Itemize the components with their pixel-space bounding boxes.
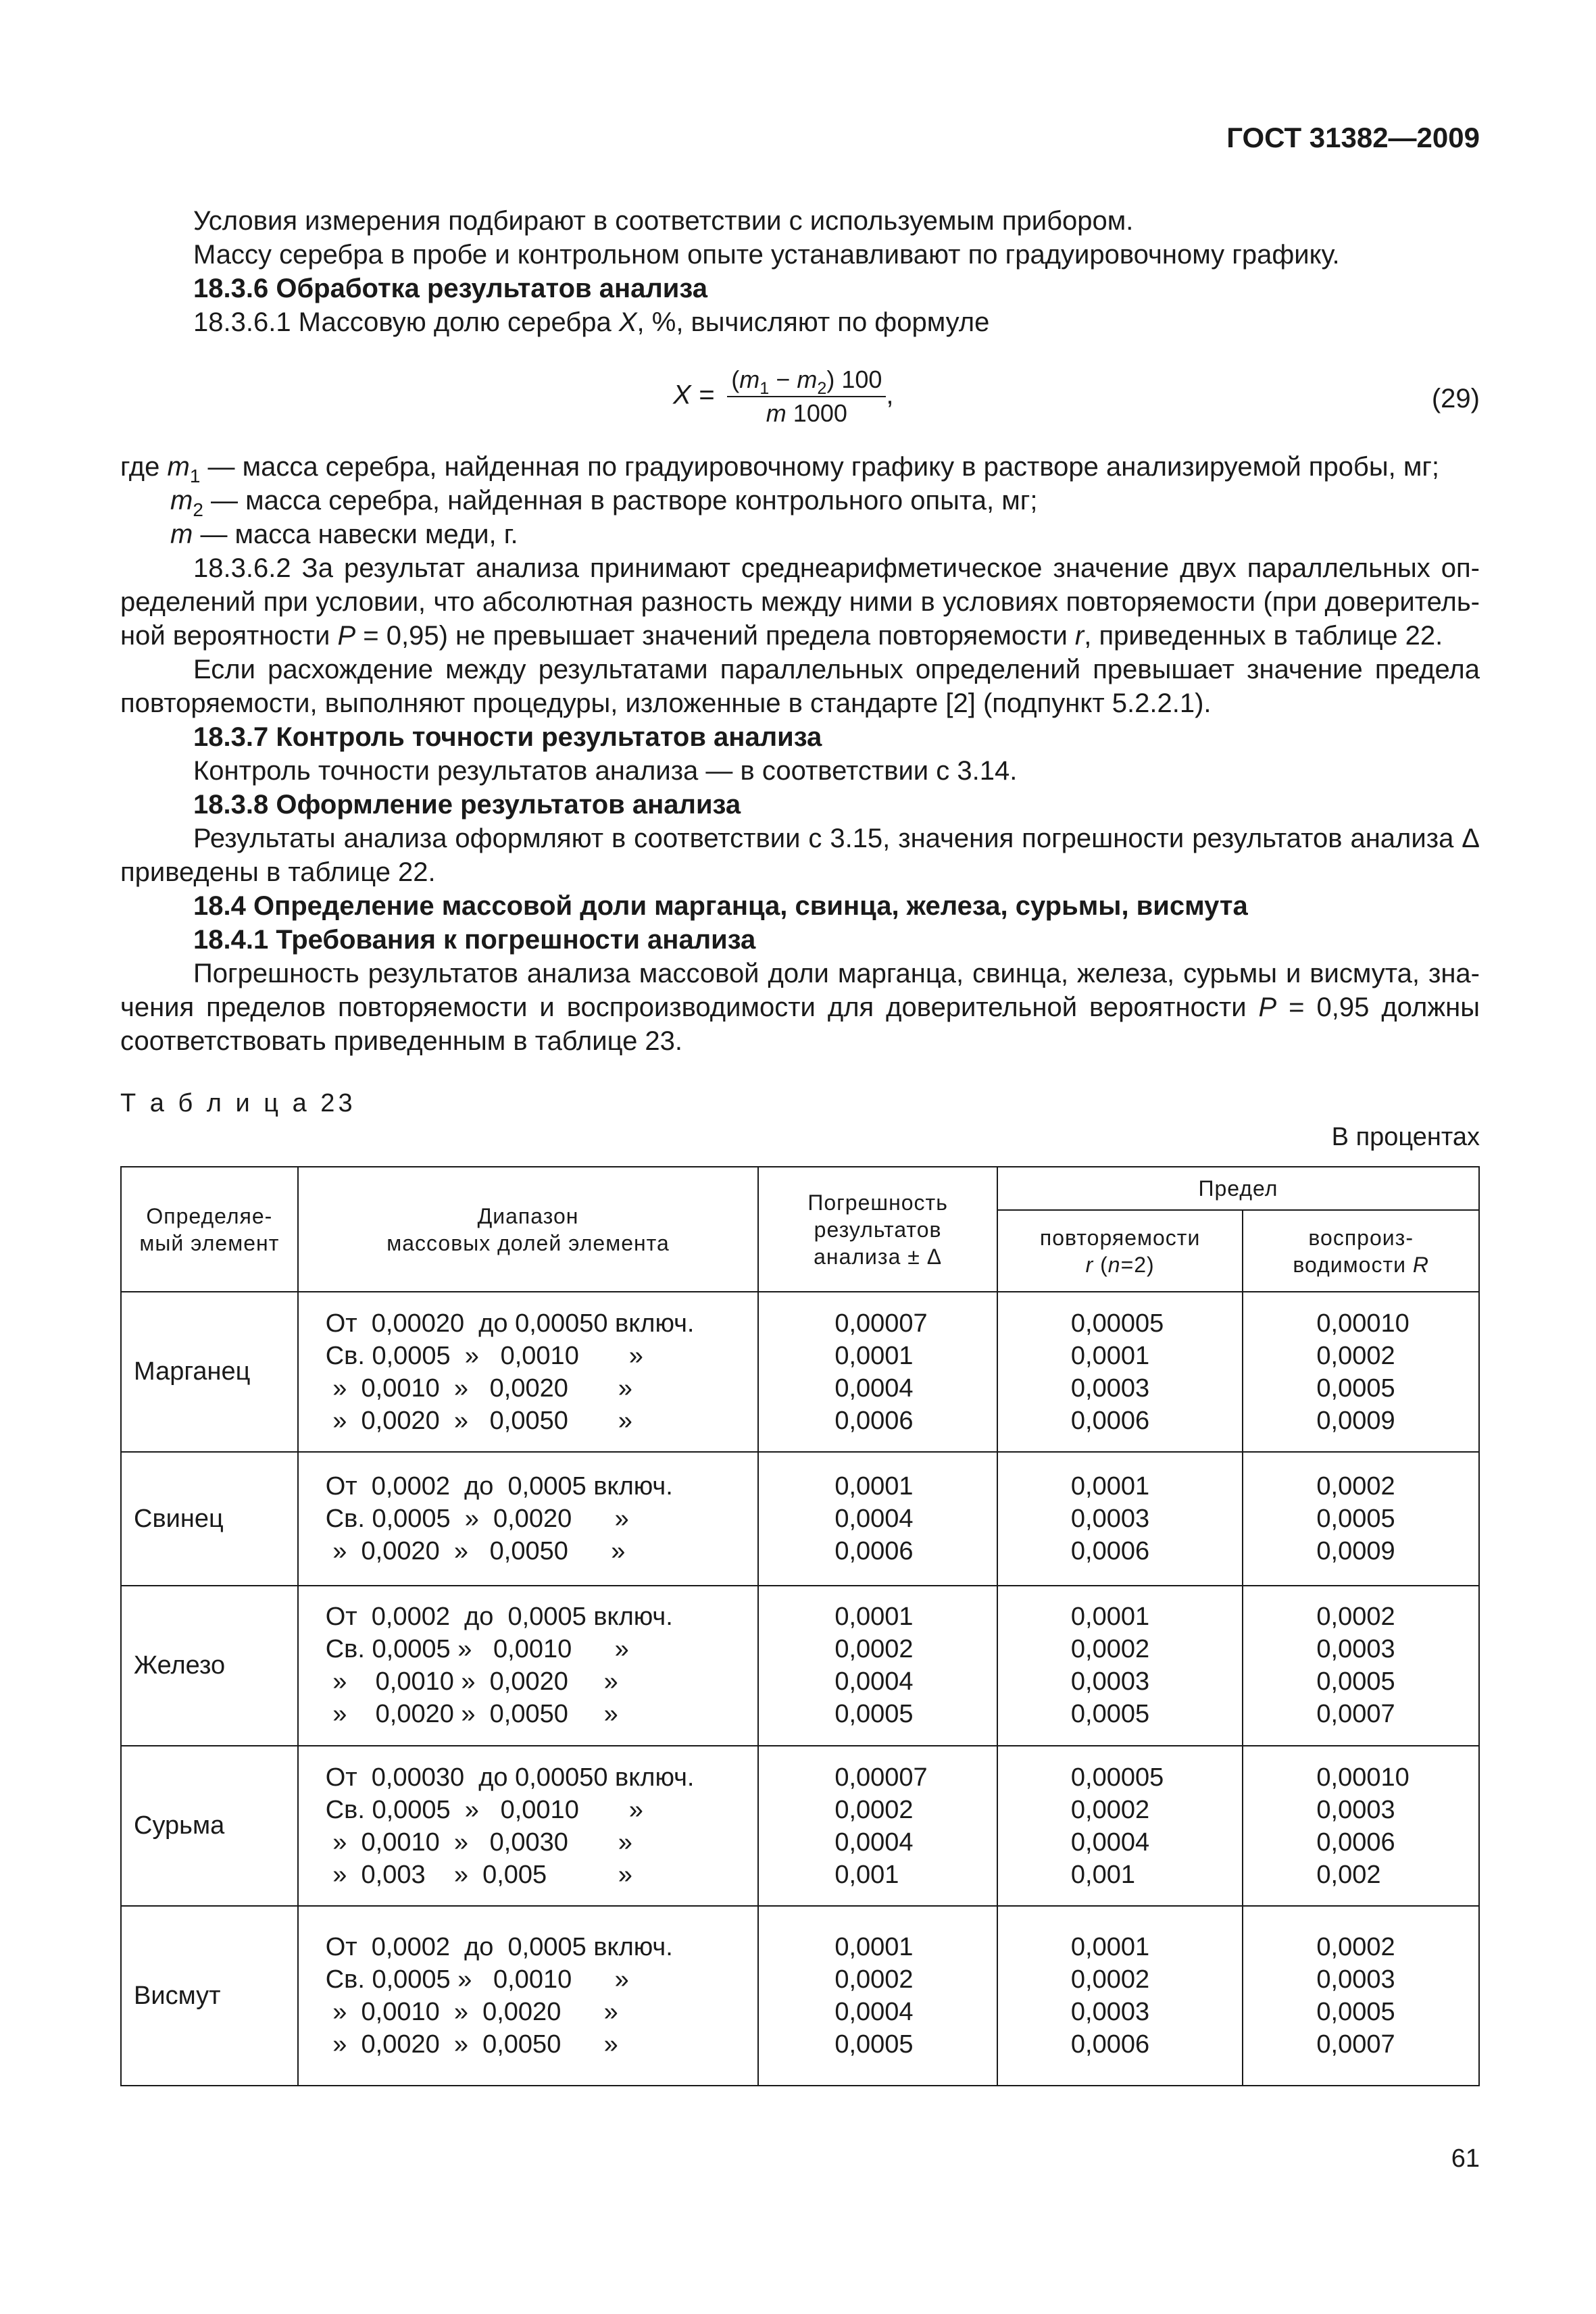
cell-range xyxy=(298,1906,759,2086)
cell-line: 0,0002 xyxy=(1316,1603,1395,1632)
cell-line: 0,0005 xyxy=(1316,1667,1395,1696)
cell-line: 0,0003 xyxy=(1070,1998,1150,2027)
cell-element: Железо xyxy=(121,1586,298,1746)
cell-line: 0,0002 xyxy=(1070,1965,1150,1994)
cell-line: 0,0005 xyxy=(1070,1700,1150,1729)
header-repeatability: повторяемости r (n=2) xyxy=(997,1210,1243,1292)
cell-repeatability xyxy=(997,1746,1243,1906)
document-header: ГОСТ 31382—2009 xyxy=(1226,122,1480,153)
cell-reproducibility xyxy=(1243,1906,1479,2086)
cell-repeatability xyxy=(997,1452,1243,1585)
cell-delta xyxy=(758,1292,997,1452)
table-row xyxy=(121,1586,1479,1746)
cell-line: » 0,0010 » 0,0020 » xyxy=(325,1374,632,1403)
section-heading: 18.3.6 Обработка результатов анализа xyxy=(193,274,707,303)
cell-line: От 0,0002 до 0,0005 включ. xyxy=(325,1472,673,1501)
cell-line: 0,0002 xyxy=(834,1965,914,1994)
cell-line: » 0,0010 » 0,0020 » xyxy=(325,1667,618,1696)
table-row xyxy=(121,1746,1479,1906)
cell-line: 0,0007 xyxy=(1316,1700,1395,1729)
cell-line: 0,0004 xyxy=(834,1998,914,2027)
cell-line: 0,0003 xyxy=(1070,1505,1150,1534)
cell-line: » 0,0020 » 0,0050 » xyxy=(325,1700,618,1729)
cell-line: 0,0001 xyxy=(834,1933,914,1962)
cell-reproducibility xyxy=(1243,1292,1479,1452)
cell-repeatability xyxy=(997,1292,1243,1452)
paragraph: чения пределов повторяемости и воспроизводимости для доверительной вероятности P = 0,95 должны xyxy=(120,992,1480,1022)
cell-delta xyxy=(758,1906,997,2086)
cell-element: Марганец xyxy=(121,1292,298,1452)
cell-line: Св. 0,0005 » 0,0010 » xyxy=(325,1635,629,1664)
cell-line: » 0,0020 » 0,0050 » xyxy=(325,2030,618,2059)
paragraph: Если расхождение между результатами параллельных определений превышает значение предела xyxy=(193,655,1480,684)
cell-element: Висмут xyxy=(121,1906,298,2086)
header-limit: Предел xyxy=(997,1167,1479,1210)
cell-line: Св. 0,0005 » 0,0020 » xyxy=(325,1505,629,1534)
cell-line: 0,0003 xyxy=(1316,1795,1395,1824)
cell-line: 0,0003 xyxy=(1070,1667,1150,1696)
cell-line: 0,0001 xyxy=(834,1341,914,1370)
header-range: Диапазон массовых долей элемента xyxy=(298,1167,759,1292)
cell-line: 0,0006 xyxy=(1316,1828,1395,1857)
cell-line: 0,0005 xyxy=(1316,1998,1395,2027)
cell-line: 0,0004 xyxy=(834,1505,914,1534)
cell-line: 0,0001 xyxy=(1070,1933,1150,1962)
cell-line: 0,0001 xyxy=(834,1472,914,1501)
cell-line: От 0,00030 до 0,00050 включ. xyxy=(325,1763,695,1792)
cell-element: Сурьма xyxy=(121,1746,298,1906)
cell-line: 0,00010 xyxy=(1316,1763,1410,1792)
table-header-row xyxy=(121,1167,1479,1210)
cell-reproducibility xyxy=(1243,1746,1479,1906)
table-row xyxy=(121,1906,1479,2086)
data-table xyxy=(120,1166,1480,2086)
cell-line: 0,002 xyxy=(1316,1860,1381,1889)
cell-line: » 0,0010 » 0,0020 » xyxy=(325,1998,618,2027)
cell-line: Св. 0,0005 » 0,0010 » xyxy=(325,1795,643,1824)
cell-line: 0,00005 xyxy=(1070,1763,1164,1792)
cell-line: 0,0006 xyxy=(1070,1537,1150,1566)
cell-line: 0,0006 xyxy=(1070,2030,1150,2059)
cell-line: 0,0002 xyxy=(1316,1341,1395,1370)
cell-line: 0,0003 xyxy=(1316,1635,1395,1664)
cell-line: 0,00010 xyxy=(1316,1309,1410,1338)
cell-line: 0,0004 xyxy=(834,1828,914,1857)
cell-line: 0,00007 xyxy=(834,1309,928,1338)
cell-line: Св. 0,0005 » 0,0010 » xyxy=(325,1341,643,1370)
cell-line: 0,001 xyxy=(834,1860,899,1889)
cell-line: 0,00005 xyxy=(1070,1309,1164,1338)
cell-line: » 0,0010 » 0,0030 » xyxy=(325,1828,632,1857)
paragraph: Массу серебра в пробе и контрольном опыте устанавливают по градуировочному графику. xyxy=(193,240,1340,270)
cell-line: 0,0002 xyxy=(1316,1472,1395,1501)
cell-line: От 0,00020 до 0,00050 включ. xyxy=(325,1309,695,1338)
paragraph: Результаты анализа оформляют в соответствии с 3.15, значения погрешности результатов анализа Δ xyxy=(193,824,1480,853)
cell-line: 0,0002 xyxy=(1316,1933,1395,1962)
cell-line: 0,0001 xyxy=(1070,1472,1150,1501)
cell-line: 0,0005 xyxy=(1316,1374,1395,1403)
cell-repeatability xyxy=(997,1586,1243,1746)
cell-line: 0,0007 xyxy=(1316,2030,1395,2059)
cell-line: 0,0004 xyxy=(1070,1828,1150,1857)
header-element: Определяе- мый элемент xyxy=(121,1167,298,1292)
cell-range xyxy=(298,1586,759,1746)
cell-delta xyxy=(758,1586,997,1746)
cell-line: 0,0001 xyxy=(1070,1603,1150,1632)
cell-line: 0,0006 xyxy=(834,1406,914,1435)
cell-line: 0,0002 xyxy=(1070,1795,1150,1824)
cell-line: 0,0003 xyxy=(1070,1374,1150,1403)
cell-line: 0,001 xyxy=(1070,1860,1135,1889)
cell-line: От 0,0002 до 0,0005 включ. xyxy=(325,1933,673,1962)
cell-line: 0,0001 xyxy=(834,1603,914,1632)
table-row xyxy=(121,1452,1479,1585)
paragraph: ной вероятности P = 0,95) не превышает значений предела повторяемости r, приведенных в таблице 22. xyxy=(120,621,1443,651)
cell-reproducibility xyxy=(1243,1586,1479,1746)
paragraph: Погрешность результатов анализа массовой доли марганца, свинца, железа, сурьмы и висмута, зна- xyxy=(193,959,1480,988)
section-heading: 18.3.8 Оформление результатов анализа xyxy=(193,790,741,820)
cell-reproducibility xyxy=(1243,1452,1479,1585)
variable-definition: m — масса навески меди, г. xyxy=(170,520,518,549)
cell-line: От 0,0002 до 0,0005 включ. xyxy=(325,1603,673,1632)
cell-line: 0,0003 xyxy=(1316,1965,1395,1994)
equation-number: (29) xyxy=(1431,384,1480,413)
variable-definition: $m_2$ — масса серебра, найденная в растворе контрольного опыта, мг; xyxy=(170,486,1038,520)
table-units: В процентах xyxy=(1331,1123,1480,1151)
cell-line: » 0,003 » 0,005 » xyxy=(325,1860,632,1889)
formula-fraction: $\frac{(m_1 - m_2) 100}{m 1000}$ xyxy=(727,365,886,428)
paragraph: соответствовать приведенным в таблице 23. xyxy=(120,1026,683,1056)
paragraph: 18.3.6.1 Массовую долю серебра X, %, вычисляют по формуле xyxy=(193,307,990,337)
cell-line: 0,0004 xyxy=(834,1374,914,1403)
cell-line: 0,0002 xyxy=(1070,1635,1150,1664)
header-error: Погрешность результатов анализа ± Δ xyxy=(758,1167,997,1292)
cell-range xyxy=(298,1452,759,1585)
paragraph: повторяемости, выполняют процедуры, изложенные в стандарте [2] (подпункт 5.2.2.1). xyxy=(120,688,1212,718)
cell-line: 0,0005 xyxy=(834,1700,914,1729)
cell-delta xyxy=(758,1452,997,1585)
cell-line: 0,0001 xyxy=(1070,1341,1150,1370)
cell-repeatability xyxy=(997,1906,1243,2086)
cell-range xyxy=(298,1746,759,1906)
cell-line: Св. 0,0005 » 0,0010 » xyxy=(325,1965,629,1994)
paragraph: Контроль точности результатов анализа — в соответствии с 3.14. xyxy=(193,756,1018,786)
cell-line: 0,0006 xyxy=(1070,1406,1150,1435)
cell-line: 0,0006 xyxy=(834,1537,914,1566)
header-reproducibility: воспроиз- водимости R xyxy=(1243,1210,1479,1292)
cell-line: » 0,0020 » 0,0050 » xyxy=(325,1406,632,1435)
cell-line: 0,0009 xyxy=(1316,1406,1395,1435)
paragraph: приведены в таблице 22. xyxy=(120,857,436,887)
paragraph: 18.3.6.2 За результат анализа принимают среднеарифметическое значение двух параллельных оп- xyxy=(193,553,1480,583)
section-heading: 18.4 Определение массовой доли марганца, свинца, железа, сурьмы, висмута xyxy=(193,891,1248,921)
page-number: 61 xyxy=(1451,2144,1480,2173)
paragraph: ределений при условии, что абсолютная разность между ними в условиях повторяемости (при доверитель- xyxy=(120,587,1480,617)
cell-line: 0,0004 xyxy=(834,1667,914,1696)
section-heading: 18.4.1 Требования к погрешности анализа xyxy=(193,925,756,955)
cell-line: 0,0005 xyxy=(834,2030,914,2059)
variable-definition: где $m_1$ — масса серебра, найденная по градуировочному графику в растворе анализируемой пробы, мг; xyxy=(120,452,1440,486)
paragraph: Условия измерения подбирают в соответствии с используемым прибором. xyxy=(193,206,1134,236)
table-title: Т а б л и ц а 23 xyxy=(120,1089,356,1117)
formula: X = $\frac{(m_1 - m_2) 100}{m 1000}$ , xyxy=(673,366,894,427)
cell-range xyxy=(298,1292,759,1452)
cell-line: 0,0009 xyxy=(1316,1537,1395,1566)
cell-line: 0,0002 xyxy=(834,1795,914,1824)
cell-element: Свинец xyxy=(121,1452,298,1585)
cell-delta xyxy=(758,1746,997,1906)
table-row xyxy=(121,1292,1479,1452)
section-heading: 18.3.7 Контроль точности результатов анализа xyxy=(193,722,822,752)
cell-line: 0,0002 xyxy=(834,1635,914,1664)
cell-line: 0,0005 xyxy=(1316,1505,1395,1534)
cell-line: 0,00007 xyxy=(834,1763,928,1792)
cell-line: » 0,0020 » 0,0050 » xyxy=(325,1537,626,1566)
